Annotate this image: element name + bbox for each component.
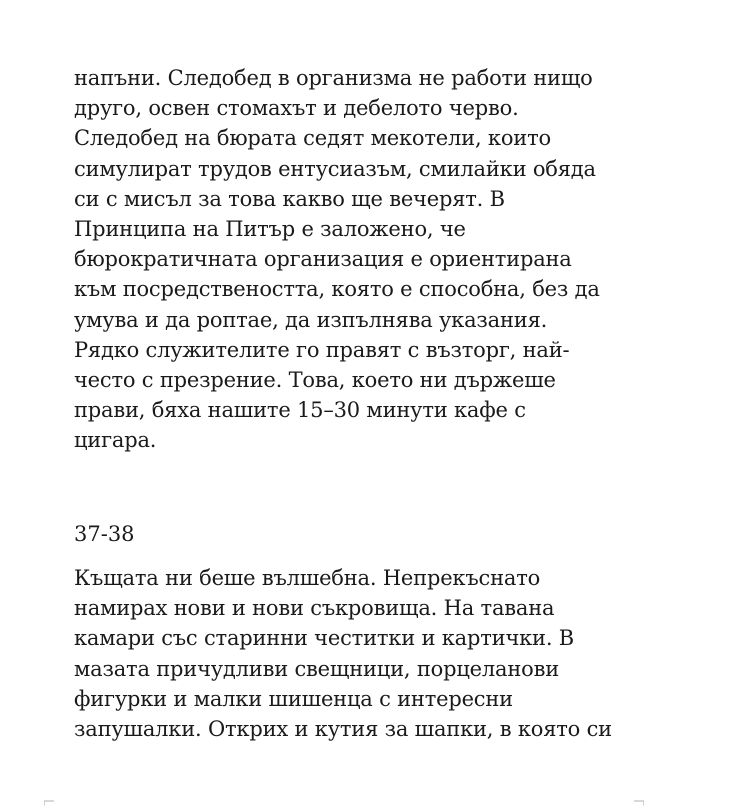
paragraph-line: цигара. <box>74 428 157 453</box>
paragraph-line: Принципа на Питър е заложено, че <box>74 217 466 242</box>
paragraph-line: мазата причудливи свещници, порцеланови <box>74 656 559 681</box>
paragraph-line: често с презрение. Това, което ни държеше <box>74 368 556 393</box>
paragraph-line: Следобед на бюрата седят мекотели, които <box>74 126 551 151</box>
section-heading: 37-38 <box>74 522 135 546</box>
paragraph-line: Къщата ни беше вълшебна. Непрекъснато <box>74 566 541 590</box>
paragraph-1 <box>74 63 674 456</box>
paragraph-line: камари със старинни честитки и картички. В <box>74 626 575 651</box>
paragraph-line: симулират трудов ентусиазъм, смилайки обяда <box>74 156 596 181</box>
paragraph-line: друго, освен стомахът и дебелото черво. <box>74 96 519 121</box>
page-corner-mark-left-icon <box>44 800 54 806</box>
paragraph-line: напъни. Следобед в организма не работи нищо <box>74 66 593 90</box>
paragraph-2 <box>74 563 674 744</box>
paragraph-line: умува и да роптае, да изпълнява указания. <box>74 307 548 332</box>
paragraph-line: прави, бяха нашите 15–30 минути кафе с <box>74 398 526 423</box>
paragraph-line: към посредствеността, която е способна, без да <box>74 277 600 302</box>
paragraph-line: бюрократичната организация е ориентирана <box>74 247 572 272</box>
paragraph-line: фигурки и малки шишенца с интересни <box>74 686 513 711</box>
paragraph-line: Рядко служителите го правят с възторг, най- <box>74 337 570 362</box>
paragraph-line: намирах нови и нови съкровища. На тавана <box>74 596 555 621</box>
paragraph-line: си с мисъл за това какво ще вечерят. В <box>74 186 505 211</box>
paragraph-line: запушалки. Открих и кутия за шапки, в която си <box>74 717 612 742</box>
page-corner-mark-right-icon <box>634 800 644 806</box>
